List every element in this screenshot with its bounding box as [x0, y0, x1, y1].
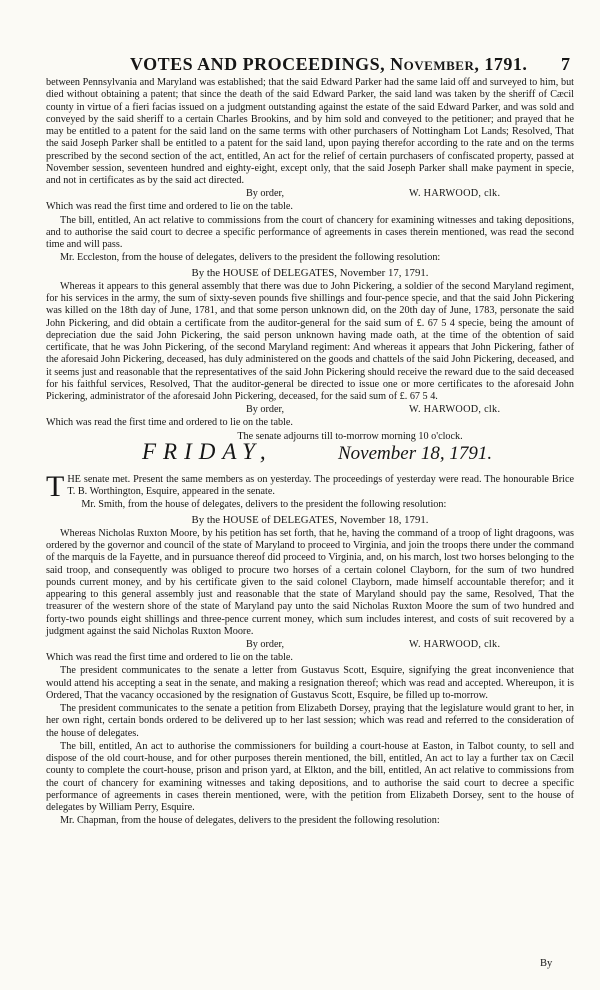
- page-title: VOTES AND PROCEEDINGS, November, 1791.: [130, 54, 528, 74]
- paragraph: Mr. Smith, from the house of delegates, delivers to the president the following resolution:: [81, 499, 447, 511]
- signature-line: [46, 188, 574, 201]
- by-order-label: By order,: [246, 188, 285, 200]
- by-order-label: By order,: [246, 639, 285, 650]
- paragraph: Mr. Chapman, from the house of delegates, delivers to the president the following resolution:: [60, 815, 440, 827]
- resolution-paragraph: Whereas Nicholas Ruxton Moore, by his petition has set forth, that he, having the command of a troop of light dragoons, was ordered by the governor and council of the state of Maryland to proceed to Virginia, and join the troops there under the command of the marquis de la Fayette, and in pursuance thereof did proceed to Virginia, and, on his march, lost two horses belonging to the said troop, and consequently was obliged to procure two horses of a certain colonel Clayborn, for the sum of two hundred pounds current money, and by his certificate given to the said colonel Clayborn, made himself accountable therefor; and it appearing to this general assembly just and reasonable that the state of Maryland should pay the same, Resolved, That the treasurer of the western shore of the state of Maryland pay unto the said Nicholas Ruxton Moore the sum of two hundred and forty-two pounds eight shillings and three-pence current money, which sum includes interest, and costs of suit recovered by a judgment against the said Nicholas Ruxton Moore.: [46, 527, 574, 637]
- paragraph: Which was read the first time and ordered to lie on the table.: [46, 652, 293, 663]
- paragraph-text: HE senate met. Present the same members as on yesterday. The proceedings of yesterday were read. The honourable Brice T. B. Worthington, Esquire, appeared in the senate.: [67, 473, 574, 497]
- paragraph: Which was read the first time and ordered to lie on the table.: [46, 201, 293, 213]
- clerk-name: W. HARWOOD, clk.: [409, 639, 501, 650]
- by-order-label: By order,: [246, 404, 285, 416]
- catchword: By: [540, 958, 553, 969]
- resolution-paragraph: Whereas it appears to this general assembly that there was due to John Pickering, a soldier of the second Maryland regiment, for his services in the army, the sum of sixty-seven pounds five shillings and four-pence specie, and that the said John Pickering was killed on the 18th day of June, 1781, and that some person unknown did, on the 20th day of June, 1783, personate the said John Pickering, and did obtain a certificate from the auditor-general for the said sum of £. 67 5 4 specie, being the amount of depreciation due the said John Pickering, the said person unknown having made oath, at the time of the obtention of said certificate, that he was John Pickering, of the second Maryland regiment: And whereas it appears that John Pickering, father of the aforesaid John Pickering, deceased, has duly administered on the goods and chattels of the said John Pickering, deceased, and it seems just and reasonable that the representatives of the said John Pickering should receive the reward due to the said deceased for his faithful services, Resolved, That the auditor-general be directed to issue one or more certificates to the aforesaid John Pickering, administrator of the aforesaid John Pickering, deceased, for the said sum of £. 67 5 4.: [46, 280, 574, 402]
- signature-line: [46, 404, 574, 417]
- day-heading: [46, 438, 574, 472]
- house-heading: By the HOUSE of DELEGATES, November 18, 1791.: [191, 513, 429, 526]
- paragraph: The bill, entitled, An act to authorise the commissioners for building a court-house at Easton, in Talbot county, to sell and dispose of the old court-house, and for other purposes therein mentioned, the bill, entitled, An act to lay a further tax on Cæcil county to complete the court-house, prison and prison yard, at Elkton, and the bill, entitled, An act relative to commissions from the court of chancery for examining witnesses and taking depositions, and to authorise the said court to decree a specific performance of agreements in cases therein mentioned, were, with the petition from Elizabeth Dorsey, sent to the house of delegates by William Perry, Esquire.: [46, 740, 574, 813]
- running-header: [130, 54, 570, 76]
- paragraph: The president communicates to the senate a petition from Elizabeth Dorsey, praying that the legislature would grant to her, in her own right, certain bonds ordered to be delivered up to her last session; which was read and referred to the consideration of the house of delegates.: [46, 703, 574, 739]
- paragraph: Which was read the first time and ordered to lie on the table.: [46, 417, 293, 429]
- day-date: November 18, 1791.: [338, 442, 493, 464]
- paragraph: between Pennsylvania and Maryland was established; that the said Edward Parker had the same laid off and surveyed to him, but died without obtaining a patent; that since the death of the said Edward Parker, the said land was taken by the sheriff of Cæcil county in virtue of a fieri facias issued on a judgment outstanding against the estate of the said Edward Parker, and was sold and conveyed by the said sheriff to a certain Charles Brookins, and by him sold and conveyed to the petitioner; and prayed that he may be entitled to a patent for the said land on the same terms with other purchasers of Nottingham Lot Lands; Resolved, That the said Joseph Parker shall be entitled to a patent for the said land, upon paying therefor according to the rate and on the terms prescribed by the second section of the act, entitled, An act for the relief of certain purchasers of confiscated property, passed at November session, seventeen hundred and eighty-eight, except only, that the said Joseph Parker shall make payment in specie, and not in certificates as by the said act directed.: [46, 77, 574, 186]
- paragraph: [46, 469, 574, 503]
- house-heading: By the HOUSE of DELEGATES, November 17, 1791.: [191, 266, 429, 279]
- day-name: FRIDAY,: [142, 438, 273, 464]
- drop-cap: T: [46, 469, 65, 503]
- paragraph: Mr. Eccleston, from the house of delegates, delivers to the president the following resolution:: [60, 252, 441, 264]
- text-column: [46, 77, 574, 829]
- paragraph: The president communicates to the senate a letter from Gustavus Scott, Esquire, signifying the great inconvenience that would attend his accepting a seat in the senate, and making a resignation thereof; which was read and accepted. Whereupon, it is Ordered, That the vacancy occasioned by the resignation of Gustavus Scott, Esquire, be filled up to-morrow.: [46, 665, 574, 701]
- clerk-name: W. HARWOOD, clk.: [409, 188, 501, 200]
- paragraph: The bill, entitled, An act relative to commissions from the court of chancery for examining witnesses and taking depositions, and to authorise the said court to decree a specific performance of agreements in cases therein mentioned, was read the second time and will pass.: [46, 214, 574, 250]
- signature-line: [46, 639, 574, 652]
- page-number: 7: [561, 54, 570, 74]
- clerk-name: W. HARWOOD, clk.: [409, 404, 501, 416]
- adjournment-line: The senate adjourns till to-morrow morning 10 o'clock.: [237, 430, 463, 442]
